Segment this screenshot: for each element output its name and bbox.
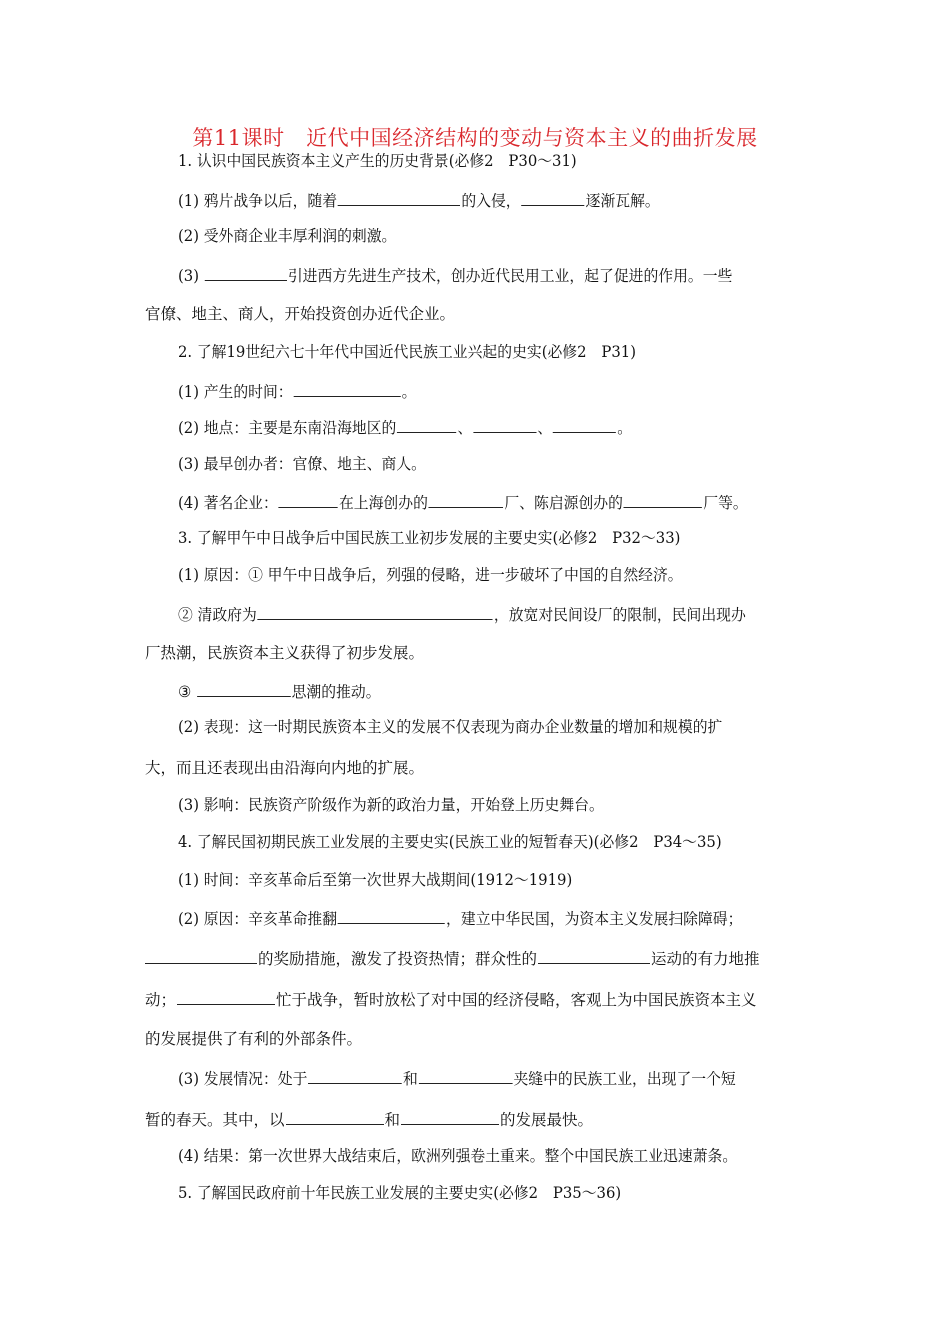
line-2-4: (4) 著名企业： 在上海创办的 厂、陈启源创办的 厂等。	[178, 490, 828, 512]
line-3-1: (1) 原因：① 甲午中日战争后，列强的侵略，进一步破坏了中国的自然经济。	[178, 566, 683, 584]
line-4-4: (4) 结果：第一次世界大战结束后，欧洲列强卷土重来。整个中国民族工业迅速萧条。	[178, 1147, 738, 1165]
blank[interactable]	[522, 188, 585, 206]
blank[interactable]	[473, 415, 536, 433]
line-1-3: (3) 引进西方先进生产技术，创办近代民用工业，起了促进的作用。一些	[178, 263, 828, 285]
line-3-4-cont: 大，而且还表现出由沿海向内地的扩展。	[145, 759, 425, 777]
line-1-1: (1) 鸦片战争以后，随着 的入侵， 逐渐瓦解。	[178, 188, 828, 210]
blank[interactable]	[286, 1107, 384, 1125]
section-1-heading: 1. 认识中国民族资本主义产生的历史背景(必修2 P30～31)	[178, 152, 577, 170]
blank[interactable]	[338, 906, 445, 924]
line-4-3-cont: 暂的春天。其中，以 和 的发展最快。	[145, 1107, 825, 1129]
line-4-2: (2) 原因：辛亥革命推翻 ，建立中华民国，为资本主义发展扫除障碍；	[178, 906, 828, 928]
line-1-3-cont: 官僚、地主、商人，开始投资创办近代企业。	[145, 305, 456, 323]
section-4-heading: 4. 了解民国初期民族工业发展的主要史实(民族工业的短暂春天)(必修2 P34～35)	[178, 833, 722, 851]
line-3-2-cont: 厂热潮，民族资本主义获得了初步发展。	[145, 644, 425, 662]
section-2-heading: 2. 了解19世纪六七十年代中国近代民族工业兴起的史实(必修2 P31)	[178, 343, 636, 361]
blank[interactable]	[197, 679, 291, 697]
blank[interactable]	[308, 1066, 402, 1084]
line-4-2-cont3: 的发展提供了有利的外部条件。	[145, 1030, 363, 1048]
line-3-2: ② 清政府为 ，放宽对民间设厂的限制，民间出现办	[178, 602, 828, 624]
blank[interactable]	[429, 490, 504, 508]
blank[interactable]	[624, 490, 702, 508]
line-4-2-cont2: 动； 忙于战争，暂时放松了对中国的经济侵略，客观上为中国民族资本主义	[145, 987, 825, 1009]
blank[interactable]	[205, 263, 287, 281]
blank[interactable]	[177, 987, 275, 1005]
blank[interactable]	[338, 188, 460, 206]
line-2-1: (1) 产生的时间： 。	[178, 379, 828, 401]
section-5-heading: 5. 了解国民政府前十年民族工业发展的主要史实(必修2 P35～36)	[178, 1184, 622, 1202]
blank[interactable]	[538, 946, 650, 964]
blank[interactable]	[145, 946, 257, 964]
line-3-3: ③ 思潮的推动。	[178, 679, 828, 701]
line-4-3: (3) 发展情况：处于 和 夹缝中的民族工业，出现了一个短	[178, 1066, 828, 1088]
line-3-5: (3) 影响：民族资产阶级作为新的政治力量，开始登上历史舞台。	[178, 796, 604, 814]
line-2-3: (3) 最早创办者：官僚、地主、商人。	[178, 455, 426, 473]
blank[interactable]	[294, 379, 401, 397]
blank[interactable]	[419, 1066, 513, 1084]
blank[interactable]	[553, 415, 616, 433]
blank[interactable]	[279, 490, 338, 508]
line-3-4: (2) 表现：这一时期民族资本主义的发展不仅表现为商办企业数量的增加和规模的扩	[178, 718, 723, 736]
line-4-2-cont: 的奖励措施，激发了投资热情；群众性的 运动的有力地推	[145, 946, 825, 968]
section-3-heading: 3. 了解甲午中日战争后中国民族工业初步发展的主要史实(必修2 P32～33)	[178, 529, 681, 547]
blank[interactable]	[401, 1107, 499, 1125]
line-2-2: (2) 地点：主要是东南沿海地区的 、 、 。	[178, 415, 828, 437]
line-4-1: (1) 时间：辛亥革命后至第一次世界大战期间(1912～1919)	[178, 871, 573, 889]
blank[interactable]	[397, 415, 456, 433]
blank[interactable]	[258, 602, 493, 620]
page-title: 第11课时 近代中国经济结构的变动与资本主义的曲折发展	[192, 126, 758, 150]
line-1-2: (2) 受外商企业丰厚利润的刺激。	[178, 227, 397, 245]
